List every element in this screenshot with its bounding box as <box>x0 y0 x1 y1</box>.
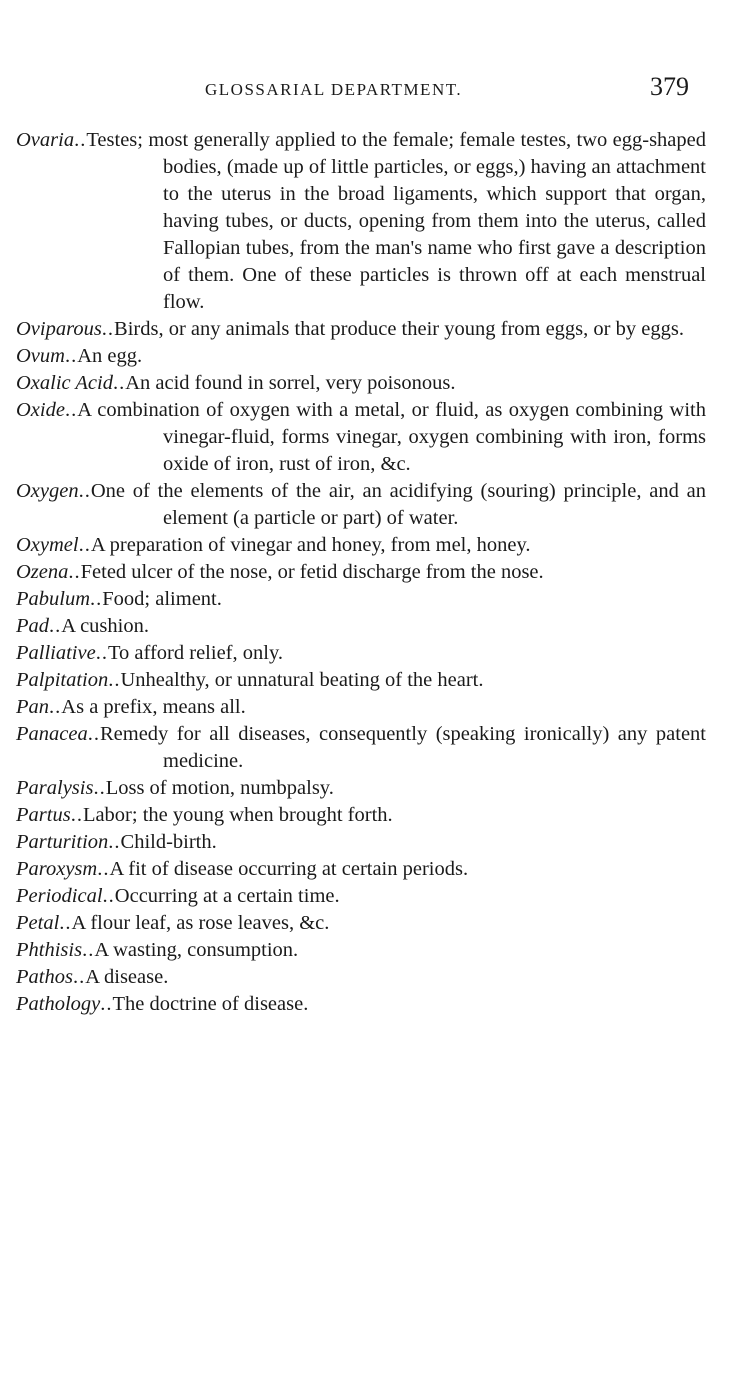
glossary-entry: Panacea..Remedy for all diseases, consequently (speaking ironically) any patent medicine. <box>16 723 706 772</box>
entry-term: Pathology <box>16 993 101 1015</box>
entry-term: Panacea <box>16 723 88 745</box>
entry-definition: Occurring at a certain time. <box>114 885 340 907</box>
entry-term: Oxymel <box>16 534 79 556</box>
glossary-entry: Pan..As a prefix, means all. <box>16 696 246 718</box>
glossary-entry: Pathology..The doctrine of disease. <box>16 993 309 1015</box>
entry-definition: A flour leaf, as rose leaves, &c. <box>71 912 330 934</box>
entry-definition: A wasting, consumption. <box>94 939 299 961</box>
entry-definition: A cushion. <box>61 615 149 637</box>
glossary-entry: Ozena..Feted ulcer of the nose, or fetid discharge from the nose. <box>16 561 544 583</box>
entry-definition: One of the elements of the air, an acidifying (souring) principle, and an element (a particle or part) of water. <box>90 480 706 529</box>
entry-definition: A fit of disease occurring at certain periods. <box>109 858 469 880</box>
entry-term: Pathos <box>16 966 73 988</box>
entry-term: Oxygen <box>16 480 79 502</box>
entry-term: Partus <box>16 804 71 826</box>
glossary-entry: Pathos..A disease. <box>16 966 169 988</box>
glossary-entry: Paroxysm..A fit of disease occurring at certain periods. <box>16 858 469 880</box>
page-number: 379 <box>650 72 689 101</box>
entry-definition: Testes; most generally applied to the female; female testes, two egg-shaped bodies, (made up of little particles, or eggs,) having an attachment to the uterus in the broad ligaments, which support that organ, having tubes, or ducts, opening from them into the uterus, called Fallopian tubes, from the man's name who first gave a description of them. One of these particles is thrown off at each menstrual flow. <box>86 129 706 313</box>
entry-term: Oxalic Acid <box>16 372 113 394</box>
entry-definition: Loss of motion, numbpalsy. <box>105 777 334 799</box>
glossary-entry: Oxymel..A preparation of vinegar and honey, from mel, honey. <box>16 534 531 556</box>
entry-definition: Labor; the young when brought forth. <box>82 804 393 826</box>
entry-definition: A combination of oxygen with a metal, or fluid, as oxygen combining with vinegar-fluid, forms vinegar, oxygen combining with iron, forms oxide of iron, rust of iron, &c. <box>77 399 706 475</box>
entry-definition: As a prefix, means all. <box>61 696 246 718</box>
glossary-entry: Pabulum..Food; aliment. <box>16 588 222 610</box>
entry-term: Periodical <box>16 885 103 907</box>
entry-term: Pabulum <box>16 588 91 610</box>
entry-definition: The doctrine of disease. <box>112 993 309 1015</box>
glossary-entry: Oviparous..Birds, or any animals that produce their young from eggs, or by eggs. <box>16 318 684 340</box>
entry-term: Petal <box>16 912 60 934</box>
glossary-entry: Pad..A cushion. <box>16 615 149 637</box>
entry-definition: A disease. <box>85 966 169 988</box>
entry-definition: An egg. <box>77 345 143 367</box>
entry-term: Oxide <box>16 399 65 421</box>
glossary-entries <box>16 127 706 1018</box>
entry-definition: Food; aliment. <box>102 588 222 610</box>
glossary-entry: Paralysis..Loss of motion, numbpalsy. <box>16 777 334 799</box>
glossary-entry: Oxalic Acid..An acid found in sorrel, very poisonous. <box>16 372 456 394</box>
glossary-entry: Parturition..Child-birth. <box>16 831 217 853</box>
entry-definition: A preparation of vinegar and honey, from mel, honey. <box>90 534 531 556</box>
glossary-entry: Partus..Labor; the young when brought forth. <box>16 804 393 826</box>
glossary-entry: Ovaria..Testes; most generally applied to the female; female testes, two egg-shaped bodies, (made up of little particles, or eggs,) having an attachment to the uterus in the broad ligaments, which support that organ, having tubes, or ducts, opening from them into the uterus, called Fallopian tubes, from the man's name who first gave a description of them. One of these particles is thrown off at each menstrual flow. <box>16 129 706 313</box>
entry-term: Pan <box>16 696 50 718</box>
entry-term: Paralysis <box>16 777 94 799</box>
entry-term: Ozena <box>16 561 69 583</box>
entry-definition: Remedy for all diseases, consequently (speaking ironically) any patent medicine. <box>99 723 706 772</box>
glossary-entry: Palliative..To afford relief, only. <box>16 642 283 664</box>
glossary-entry: Phthisis..A wasting, consumption. <box>16 939 299 961</box>
glossary-entry: Oxygen..One of the elements of the air, an acidifying (souring) principle, and an element (a particle or part) of water. <box>16 480 706 529</box>
entry-term: Ovum <box>16 345 65 367</box>
entry-term: Ovaria <box>16 129 75 151</box>
entry-definition: Feted ulcer of the nose, or fetid discharge from the nose. <box>80 561 544 583</box>
entry-term: Phthisis <box>16 939 83 961</box>
entry-term: Paroxysm <box>16 858 98 880</box>
entry-term: Palliative <box>16 642 96 664</box>
glossary-entry: Ovum..An egg. <box>16 345 143 367</box>
running-head <box>0 70 750 110</box>
entry-term: Palpitation <box>16 669 109 691</box>
entry-term: Oviparous <box>16 318 102 340</box>
glossary-entry: Oxide..A combination of oxygen with a metal, or fluid, as oxygen combining with vinegar-fluid, forms vinegar, oxygen combining with iron, forms oxide of iron, rust of iron, &c. <box>16 399 706 475</box>
entry-definition: Unhealthy, or unnatural beating of the heart. <box>120 669 484 691</box>
glossary-entry: Periodical..Occurring at a certain time. <box>16 885 340 907</box>
entry-definition: Child-birth. <box>120 831 217 853</box>
running-title: GLOSSARIAL DEPARTMENT. <box>205 80 463 99</box>
entry-definition: To afford relief, only. <box>107 642 283 664</box>
glossary-entry: Palpitation..Unhealthy, or unnatural beating of the heart. <box>16 669 484 691</box>
entry-definition: Birds, or any animals that produce their young from eggs, or by eggs. <box>114 318 684 340</box>
entry-term: Pad <box>16 615 50 637</box>
entry-definition: An acid found in sorrel, very poisonous. <box>125 372 456 394</box>
entry-term: Parturition <box>16 831 109 853</box>
glossary-entry: Petal..A flour leaf, as rose leaves, &c. <box>16 912 330 934</box>
